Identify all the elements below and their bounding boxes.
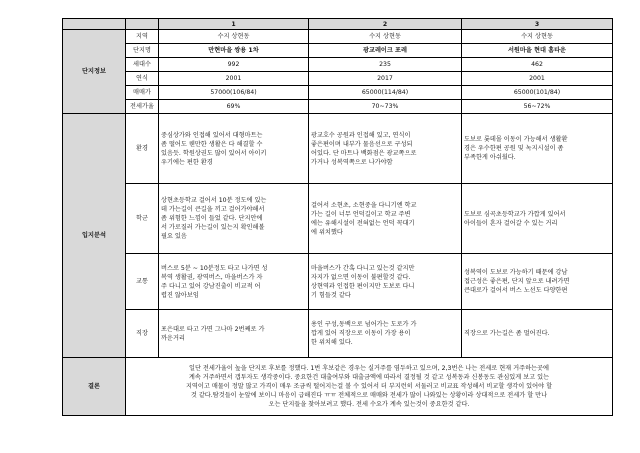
row-region — [63, 30, 613, 44]
environment-1: 중심상가와 인접해 있어서 대형마트는 좀 떨어도 웬만한 생활은 다 해결할 수 있음듯. 학원상권도 많이 있어서 아이키 우기에는 편한 환경 — [159, 114, 309, 184]
header-col-2: 2 — [309, 19, 462, 30]
complex-name-3: 서원마을 현대 홈타운 — [462, 44, 613, 58]
commute-3: 직장으로 가는길은 좀 멀어진다. — [462, 310, 613, 358]
transport-3: 성복역이 도보로 가능하기 때문에 강남 접근성은 좋은편, 단지 앞으로 내려가면 큰대로가 걸어서 버스 노선도 다양한편 — [462, 254, 613, 310]
row-households — [63, 58, 613, 72]
jeonse-ratio-3: 56~72% — [462, 100, 613, 114]
households-2: 235 — [309, 58, 462, 72]
label-environment: 환경 — [126, 114, 159, 184]
conclusion-text: 일단 전세가율이 높을 단지로 후보를 정했다. 1번 후보같은 경우는 실거주를 염두하고 있으며, 2,3번은 나는 전세로 현재 거주하는곳에 계속 거주하면서 갭투자도 생각중이다. 중요한건 대출여부와 대출금액에 따라서 결정될 것 같고 성복동과 신봉동도 관심있게 보고 있는 지역이고 매물이 정말 많고 가격이 매우 조금씩 떨어지는걸 볼 수 있어서 더 부지런히 서둘러고 비교표 작성해서 비교할 생각이 있어야 할 것 같다.탐것들이 눈앞에 보이니 마음이 급해진다 ㅠㅠ 전체적으로 매매와 전세가 많이 나와있는 상황이라 상대적으로 전세가 할 만나 오는 단지들을 찾아보려고 했다. 전세 수요가 계속 있는것이 중요한것 같다. — [126, 358, 613, 416]
header-label-col — [126, 19, 159, 30]
commute-2: 용인 구성,동백으로 넘어가는 도로가 가 깝게 있어 직장으로 이동이 가장 용이 한 위치해 있다. — [309, 310, 462, 358]
label-households: 세대수 — [126, 58, 159, 72]
label-jeonse-ratio: 전세가율 — [126, 100, 159, 114]
environment-3: 도보로 롯데몰 이동이 가능해서 생활환 경은 우수한편 공원 및 녹지시설이 좀 부족한게 아쉬웠다. — [462, 114, 613, 184]
row-transport — [63, 254, 613, 310]
group-complex-info: 단지정보 — [63, 30, 126, 114]
row-environment — [63, 114, 613, 184]
row-price — [63, 86, 613, 100]
row-commute — [63, 310, 613, 358]
label-complex-name: 단지명 — [126, 44, 159, 58]
row-complex-name — [63, 44, 613, 58]
region-2: 수지 상현동 — [309, 30, 462, 44]
label-commute: 직장 — [126, 310, 159, 358]
complex-name-1: 만현마을 쌍용 1차 — [159, 44, 309, 58]
environment-2: 광교호수 공원과 인접해 있고, 연식이 좋은편이며 내부가 물음선으로 구성되 어있다. 단 마트나 백화점은 광교쪽으로 가거나 성복역쪽으로 나가야함 — [309, 114, 462, 184]
jeonse-ratio-2: 70~73% — [309, 100, 462, 114]
complex-name-2: 광교레이크 포레 — [309, 44, 462, 58]
label-school: 학군 — [126, 184, 159, 254]
header-col-1: 1 — [159, 19, 309, 30]
price-3: 65000(101/84) — [462, 86, 613, 100]
households-1: 992 — [159, 58, 309, 72]
school-2: 걸어서 소현초, 소현중을 다니기엔 학교 가는 길이 너무 언덕길이고 학교 주변 에는 유해시설이 전혀없는 언덕 꼭대기 에 위치했다 — [309, 184, 462, 254]
label-region: 지역 — [126, 30, 159, 44]
school-1: 상현초등학교 걸어서 10분 정도에 있는 데 가는길이 큰길을 끼고 걸어가야해서 좀 위험한 느낌이 들었 같다. 단지안에 서 가로질러 가는길이 있는지 확인해볼 필요 있음 — [159, 184, 309, 254]
comparison-table — [62, 18, 613, 416]
row-school — [63, 184, 613, 254]
price-2: 65000(114/84) — [309, 86, 462, 100]
commute-1: 포은대로 타고 가면 그나마 2번째로 가 까운거리 — [159, 310, 309, 358]
households-3: 462 — [462, 58, 613, 72]
header-col-3: 3 — [462, 19, 613, 30]
transport-1: 버스로 5분 ~ 10분정도 타고 나가면 성 복역 생활권, 광역버스, 마을버스가 자 주 다니고 있어 강남진출이 비교적 어 렵진 않아보임 — [159, 254, 309, 310]
year-2: 2017 — [309, 72, 462, 86]
region-3: 수지 상현동 — [462, 30, 613, 44]
row-conclusion — [63, 358, 613, 416]
jeonse-ratio-1: 69% — [159, 100, 309, 114]
year-3: 2001 — [462, 72, 613, 86]
region-1: 수지 상현동 — [159, 30, 309, 44]
year-1: 2001 — [159, 72, 309, 86]
header-corner — [63, 19, 126, 30]
label-transport: 교통 — [126, 254, 159, 310]
label-price: 매매가 — [126, 86, 159, 100]
price-1: 57000(106/84) — [159, 86, 309, 100]
transport-2: 마을버스가 간혹 다니고 있는것 같지만 자지가 없으면 이동이 불편할것 같다. 상현역과 인접한 편이지만 도보로 다니 기 힘들것 같다 — [309, 254, 462, 310]
row-jeonse-ratio — [63, 100, 613, 114]
row-year — [63, 72, 613, 86]
school-3: 도보로 심곡초등학교가 가깝게 있어서 아이들이 혼자 걸어갈 수 있는 거리 — [462, 184, 613, 254]
group-location-analysis: 입지분석 — [63, 114, 126, 358]
group-conclusion: 결론 — [63, 358, 126, 416]
label-year: 연식 — [126, 72, 159, 86]
header-row — [63, 19, 613, 30]
